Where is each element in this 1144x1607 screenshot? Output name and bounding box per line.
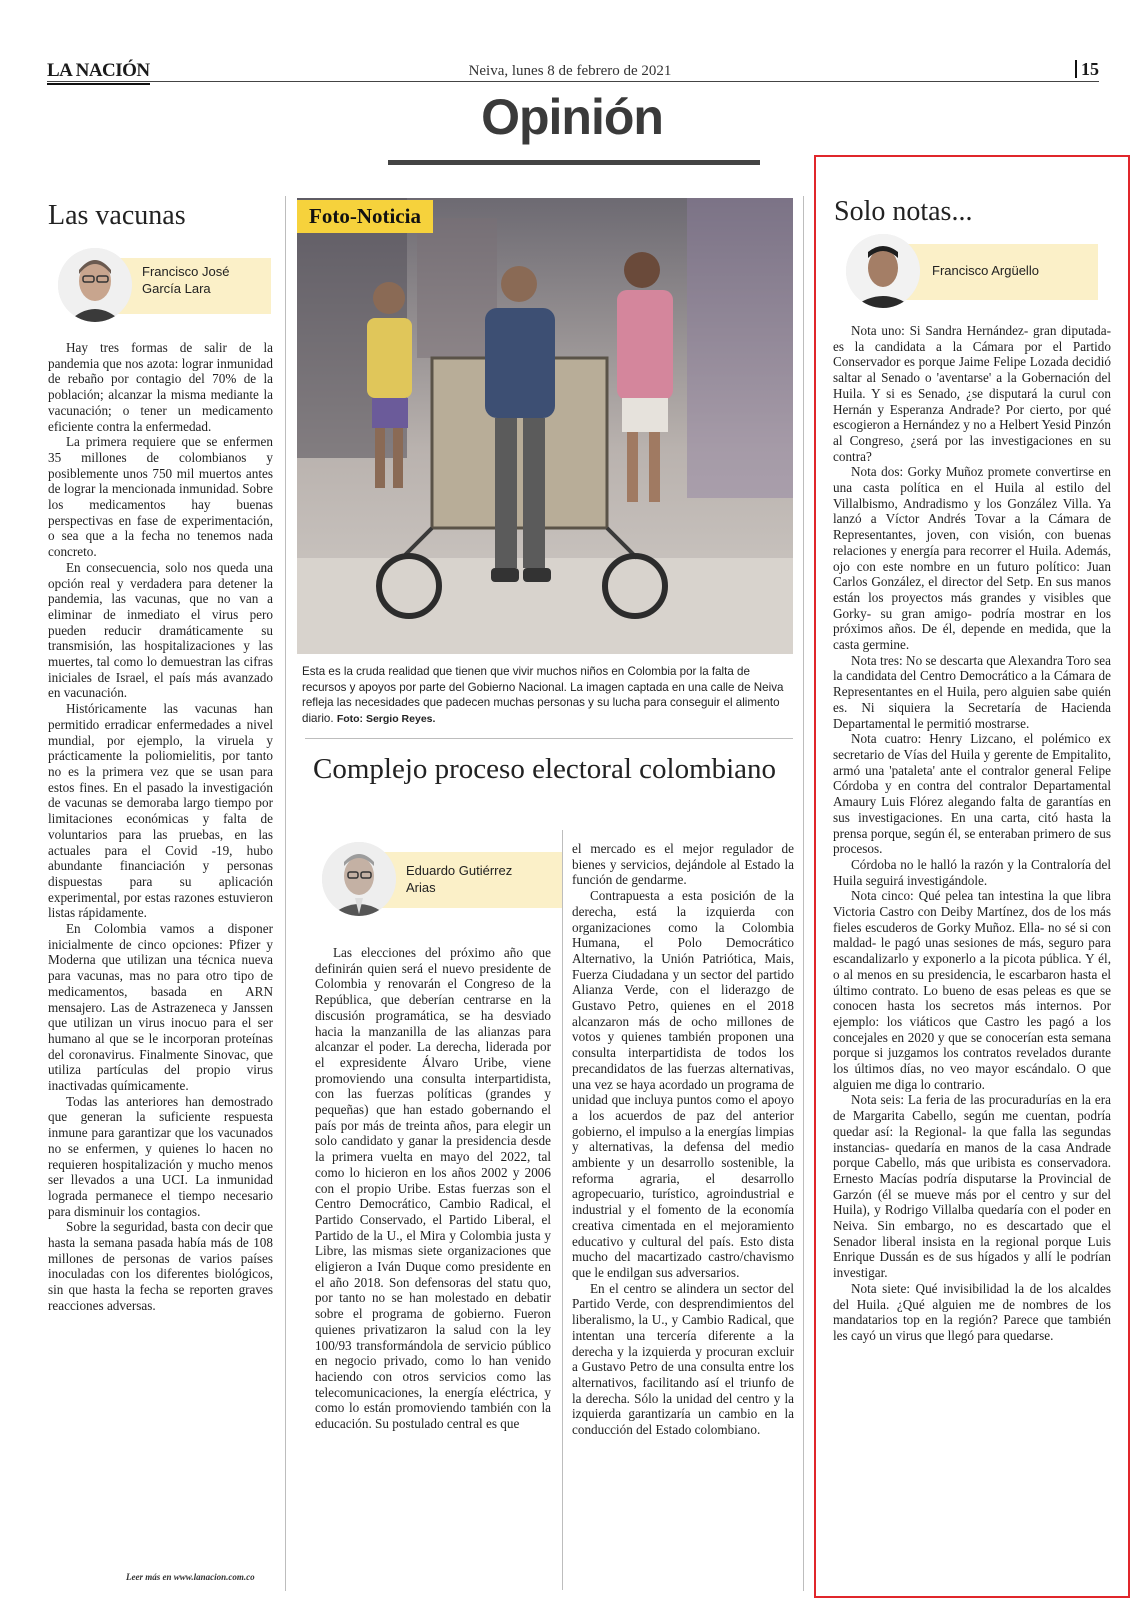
left-author-name: Francisco José García Lara (142, 264, 230, 296)
paragraph: Las elecciones del próximo año que definirán quien será el nuevo presidente de Colombia y renovarán el Congreso de la República, que deberían centrarse en la discusión programática, se ha desviado hacia la manzanilla de las alianzas para alcanzar el poder. La derecha, liderada por el expresidente Álvaro Uribe, viene promoviendo una consulta interpartidista, con las fuerzas políticas (grandes y pequeñas) que han estado gobernando el país por más de treinta años, para elegir un solo candidato y ganar la presidencia desde la primera vuelta en mayo del 2022, tal como lo hicieron en los años 2002 y 2006 con el propio Uribe. Estas fuerzas son el Centro Democrático, Cambio Radical, el Partido Conservado, el Partido Liberal, el Partido de la U., el Mira y Colombia justa y Libre, las mismas siete organizaciones que eligieron a Iván Duque como presidente en el año 2018. Son defensoras del statu quo, por tanto no se han molestado en debatir sobre el programa de gobierno. Fueron quienes privatizaron la salud con la ley 100/93 transformándola de servicio público en negocio privado, como lo han venido haciendo con otros servicios como las telecomunicaciones, la energía eléctrica, y como lo están promoviendo también con la educación. Su postulado central es que (315, 945, 551, 1432)
paragraph: En el centro se alindera un sector del Partido Verde, con desprendimientos del liberalismo, la U., y Cambio Radical, que intentan una tercería diferente a la derecha y la izquierda y procuran excluir a Gustavo Petro de una consulta entre los alternativos, facilitando así el triunfo de la derecha. Sólo la unidad del centro y la izquierda garantizaría un cambio en la conducción del Estado colombiano. (572, 1280, 794, 1438)
paragraph: Hay tres formas de salir de la pandemia que nos azota: lograr inmunidad de rebaño por contagio del 70% de la población; alcanzar la misma mediante la vacunación; o tener un medicamento eficiente contra la enfermedad. (48, 340, 273, 434)
paragraph: En consecuencia, solo nos queda una opción real y verdadera para detener la pandemia, las vacunas, que no van a eliminar de inmediato el virus pero pueden reducir dramáticamente su transmisión, las hospitalizaciones y las muertes, tal como lo demuestran las cifras iniciales de Israel, el país más avanzado en vacunación. (48, 559, 273, 701)
center-author-box (322, 842, 562, 916)
paragraph: Nota seis: La feria de las procuradurías en la era de Margarita Cabello, según me cuentan, podría quedar así: la Regional- la que falla las segundas instancias- quedaría en manos de la casa Andrade porque Cabello, más que uribista es conservadora. Ernesto Macías podría disputarse la Provincial de Garzón (él se mueve más por el centro y sur del Huila), y Rodrigo Villalba quedaría con el poder en Neiva. Sin embargo, no es descartado que el Senador liberal insista en la regional porque Luis Enrique Dussán es de sus hígados y allí le podrían investigar. (833, 1092, 1111, 1281)
newspaper-logo: LA NACIÓN (47, 60, 150, 85)
center-article-body-col-b (572, 841, 794, 1438)
paragraph: Contrapuesta a esta posición de la derecha, está la izquierda con organizaciones como la Colombia Humana, el Polo Democrático Alternativo, la Unión Patriótica, Mais, Fuerza Ciudadana y un sector del partido Alianza Verde, con el liderazgo de Gustavo Petro, quienes en el 2018 alcanzaron más de ocho millones de votos y quienes también proponen una consulta interpartidista de todos los precandidatos de las fuerzas alternativas, una vez se haya acordado un programa de unidad que incluya puntos como el apoyo a los acuerdos de paz del anterior gobierno, el impulso a la energías limpias y alternativas, la defensa del medio ambiente y un desarrollo sostenible, la reforma agraria, el desarrollo agropecuario, turístico, agroindustrial e industrial y el fomento de la economía creativa cimentada en el mejoramiento educativo y cultural del país. Esto dista mucho del macartizado castro/chavismo que le endilgan sus adversarios. (572, 888, 794, 1280)
right-article-body (833, 323, 1111, 1344)
left-article-title: Las vacunas (48, 200, 186, 231)
masthead-divider (47, 81, 1099, 82)
left-article-body (48, 340, 273, 1314)
author-photo-icon (846, 234, 920, 308)
column-divider-right (803, 196, 804, 1591)
section-title: Opinión (481, 89, 663, 145)
paragraph: Nota tres: No se descarta que Alexandra Toro sea la candidata del Centro Democrático a la Cámara de Representantes en el Huila, pero alguien sabe quién es. Ni siquiera la Secretaría de Hacienda Departamental le permitió mostrarse. (833, 652, 1111, 731)
right-author-box (846, 234, 1098, 308)
right-article-title: Solo notas... (834, 196, 973, 227)
page-number: 15 (1075, 60, 1099, 78)
avatar (322, 842, 396, 916)
left-author-box (58, 248, 271, 322)
paragraph: Históricamente las vacunas han permitido erradicar enfermedades a nivel mundial, por ejemplo, la viruela y prácticamente la poliomielitis, por tanto no es la primera vez que se usan para estos fines. En el pasado la investigación de vacunas se demoraba largo tiempo por limitaciones económicas y falta de voluntarios para las pruebas, en las actuales para el Covid -19, hubo abundante financiación y personas dispuestas para su aplicación experimental, por estas razones estuvieron listas rápidamente. (48, 701, 273, 921)
center-article-title: Complejo proceso electoral colombiano (313, 753, 777, 785)
paragraph: Nota cuatro: Henry Lizcano, el polémico ex secretario de Vías del Huila y gerente de Empitalito, armó una 'pataleta' ante el contralor general Felipe Córdoba y en contra del contralor Departamental Amaury Luis Flórez alegando falta de garantías en sus investigaciones. En una carta, citó hasta la prensa porque, según él, se enteraban primero de sus procesos. (833, 731, 1111, 857)
edition-date: Neiva, lunes 8 de febrero de 2021 (468, 63, 672, 79)
paragraph: En Colombia vamos a disponer inicialmente de cinco opciones: Pfizer y Moderna que utilizan una técnica nueva para vacunas, mas no para otro tipo de medicamentos, basada en ARN mensajero. Las de Astrazeneca y Janssen que utilizan un virus inocuo para el ser humano al que se le incorporan proteínas del coronavirus. Finalmente Sinovac, que utiliza partículas del propio virus inactivadas químicamente. (48, 921, 273, 1094)
column-divider-center (562, 830, 563, 1590)
center-article-body-col-a (315, 945, 551, 1432)
center-author-name: Eduardo Gutiérrez Arias (406, 863, 513, 895)
paragraph: Nota siete: Qué invisibilidad la de los alcaldes del Huila. ¿Qué alguien me de nombres de los mandatarios top en la región? Parece que también les cayó un virus que llegó para quedarse. (833, 1280, 1111, 1343)
photo-caption-text: Esta es la cruda realidad que tienen que vivir muchos niños en Colombia por la falta de recursos y apoyos por parte del Gobierno Nacional. La imagen captada en una calle de Neiva refleja las necesidades que padecen muchas personas y su lucha para conseguir el alimento diario. (302, 665, 784, 725)
author-photo-icon (322, 842, 396, 916)
photo-caption (302, 664, 792, 727)
article-top-divider (305, 738, 793, 739)
paragraph: La primera requiere que se enfermen 35 millones de colombianos y posiblemente unos 750 mil muertos antes de lograr la mencionada inmunidad. Sobre los medicamentos hay buenas perspectivas en fase de experimentación, o sea que a la fecha no tenemos nada concreto. (48, 434, 273, 560)
street-scene-photo-icon (297, 198, 793, 654)
paragraph: Nota dos: Gorky Muñoz promete convertirse en una casta política en el Huila al estilo del Villalbismo, Andradismo y los González Villa. Ya lanzó a Víctor Andrés Tovar a la Cámara de Representantes, joven, con visión, con buenas relaciones y energía para recorrer el Huila. Además, ojo con este nombre en un futuro político: Juan Carlos González, el director del Setp. En sus manos están los proyectos más grandes y visibles que Gorky- su gran amigo- podría mostrar en los próximos años. De él, depende en medida, que la casta germine. (833, 464, 1111, 653)
foto-noticia-tag: Foto-Noticia (297, 200, 433, 233)
paragraph: el mercado es el mejor regulador de bienes y servicios, dejándole al Estado la función de gendarme. (572, 841, 794, 888)
section-underline (388, 160, 760, 165)
read-more-link[interactable]: Leer más en www.lanacion.com.co (126, 1572, 255, 1582)
photo-credit: Foto: Sergio Reyes. (336, 712, 436, 725)
paragraph: Sobre la seguridad, basta con decir que hasta la semana pasada había más de 108 millones de personas de varios países inoculadas con los diferentes biológicos, sin que hasta la fecha se reporten graves reacciones adversas. (48, 1219, 273, 1313)
column-divider-left (285, 196, 286, 1591)
paragraph: Nota cinco: Qué pelea tan intestina la que libra Victoria Castro con Deiby Martínez, dos de los más fieles escuderos de Gorky Muñoz. Ella- no sé si con maldad- le pagó unas sesiones de más, seguro para escandalizarlo y exponerlo a la picota pública. Y él, o al menos en su presidencia, le escarbaron hasta el último contrato. Lo bueno de esas peleas es que se conocen hasta los secretos más internos. Por ejemplo: los viáticos que Castro les pagó a los concejales en 2020 y que se conocerían esta semana porque si juzgamos los contratos revelados durante los últimos días, no veo mayor escándalo. O que alguien me diga lo contrario. (833, 888, 1111, 1092)
avatar (58, 248, 132, 322)
foto-noticia-photo (297, 198, 793, 654)
author-photo-icon (58, 248, 132, 322)
avatar (846, 234, 920, 308)
paragraph: Córdoba no le halló la razón y la Contraloría del Huila seguirá investigándole. (833, 856, 1111, 888)
paragraph: Nota uno: Si Sandra Hernández- gran diputada- es la candidata a la Cámara por el Partido Conservador es porque Jaime Felipe Lozada decidió saltar al Senado o 'aventarse' a la Gobernación del Huila. Y si es Senado, ¿se disputará la curul con Hernán y Esperanza Andrade? Por cierto, por qué escogieron a Hernández y no a Helbert Yesid Pinzón al Congreso, ¿será por las investigaciones en su contra? (833, 323, 1111, 464)
paragraph: Todas las anteriores han demostrado que generan la suficiente respuesta inmune para garantizar que los vacunados no se enfermen, y quienes lo hacen no requieren hospitalización y mucho menos ser llevados a una UCI. La inmunidad lograda permanece el tiempo necesario para disminuir los contagios. (48, 1093, 273, 1219)
right-author-name: Francisco Argüello (932, 263, 1039, 278)
